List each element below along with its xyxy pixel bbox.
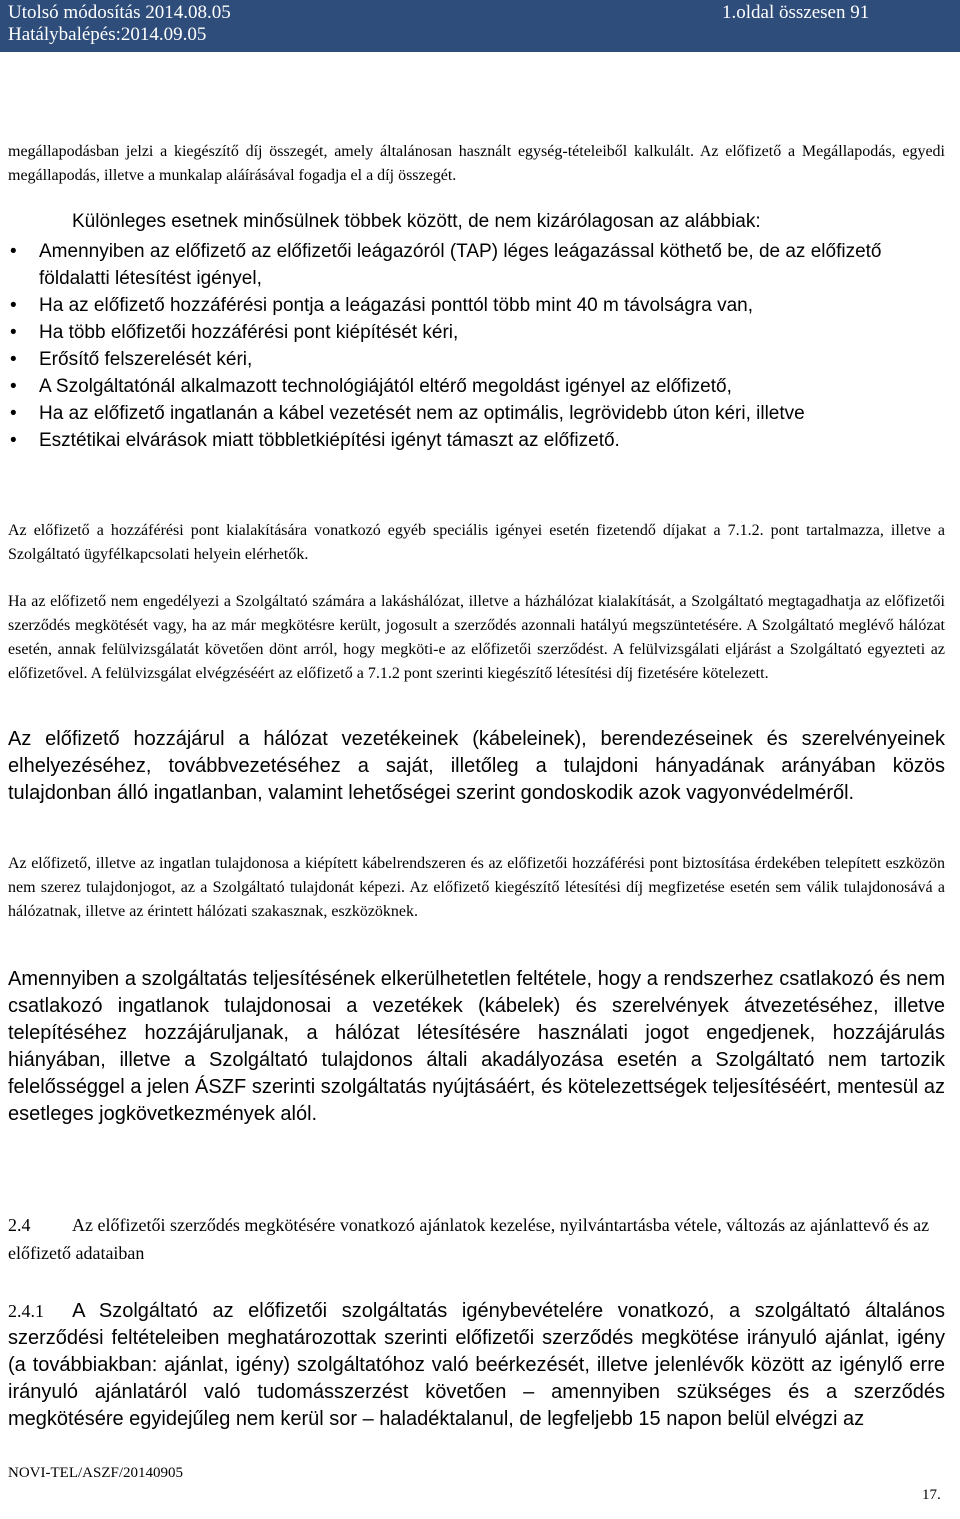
special-cases-list — [8, 238, 948, 454]
paragraph-ownership: Az előfizető, illetve az ingatlan tulajdonosa a kiépített kábelrendszeren és az előfizetői hozzáférési pont biztosítása érdekében telepített eszközön nem szerez tulajdonjogot, az a Szolgáltató tulajdonát képezi. Az előfizető kiegészítő létesítési díj megfizetése esetén sem válik tulajdonosává a hálózatnak, illetve az érintett hálózati szakasznak, eszközöknek. — [8, 855, 945, 920]
paragraph-liability: Amennyiben a szolgáltatás teljesítésének elkerülhetetlen feltétele, hogy a rendszerhez csatlakozó és nem csatlakozó ingatlanok tulajdonosai a vezetékek (kábelek) és szerelvények átvezetéséhez, illetve telepítéséhez hozzájáruljanak, a hálózat létesítésére használati jogot engedjenek, hozzájárulás hiányában, illetve a Szolgáltató tulajdonos általi akadályozása esetén a Szolgáltató nem tartozik felelősséggel a jelen ÁSZF szerinti szolgáltatás nyújtásáért, és kötelezettségek teljesítéséért, mentesül az esetleges jogkövetkezmények alól. — [8, 968, 945, 1125]
page-number: 17. — [922, 1487, 941, 1503]
page-header — [0, 0, 960, 52]
paragraph-special-fees: Az előfizető a hozzáférési pont kialakítására vonatkozó egyéb speciális igényei esetén fizetendő díjakat a 7.1.2. pont tartalmazza, illetve a Szolgáltató ügyfélkapcsolati helyein elérhetők. — [8, 522, 945, 563]
paragraph-fee-agreement: megállapodásban jelzi a kiegészítő díj összegét, amely általánosan használt egység-tételeiből kalkulált. Az előfizető a Megállapodás, egyedi megállapodás, illetve a munkalap aláírásával fogadja el a díj összegét. — [8, 143, 945, 184]
list-item: • Ha az előfizető ingatlanán a kábel vezetését nem az optimális, legrövidebb úton kéri, illetve — [8, 400, 948, 427]
subsection-text: A Szolgáltató az előfizetői szolgáltatás igénybevételére vonatkozó, a szolgáltató általános szerződési feltételeiben meghatározottak szerinti előfizetői szerződés megkötése irányuló ajánlat, igény (a továbbiakban: ajánlat, igény) szolgáltatóhoz való beérkezését, illetve jelenlévők között az igénylő erre irányuló ajánlatáról való tudomásszerzést követően – amennyiben szükséges és a szerződés megkötésére egyidejűleg nem kerül sor – haladéktalanul, de legfeljebb 15 napon belül elvégzi az — [8, 1300, 945, 1430]
section-number: 2.4 — [8, 1215, 31, 1235]
subsection-paragraph — [8, 1298, 945, 1433]
page-count-label: 1.oldal összesen 91 — [722, 2, 870, 23]
section-heading — [8, 1211, 945, 1267]
list-item: • Ha az előfizető hozzáférési pontja a leágazási ponttól több mint 40 m távolságra van, — [8, 292, 948, 319]
list-item: • Erősítő felszerelését kéri, — [8, 346, 948, 373]
subsection-number: 2.4.1 — [8, 1301, 44, 1321]
effective-date-label: Hatálybalépés:2014.09.05 — [8, 24, 207, 45]
special-cases-intro: Különleges esetnek minősülnek többek között, de nem kizárólagosan az alábbiak: — [72, 211, 761, 232]
last-modified-label: Utolsó módosítás 2014.08.05 — [8, 2, 231, 23]
document-id: NOVI-TEL/ASZF/20140905 — [8, 1465, 183, 1481]
list-item: • A Szolgáltatónál alkalmazott technológiájától eltérő megoldást igényel az előfizető, — [8, 373, 948, 400]
list-item: • Esztétikai elvárások miatt többletkiépítési igényt támaszt az előfizető. — [8, 427, 948, 454]
section-title: Az előfizetői szerződés megkötésére vonatkozó ajánlatok kezelése, nyilvántartásba vétele, változás az ajánlattevő és az előfizető adataiban — [8, 1215, 930, 1263]
paragraph-home-network: Ha az előfizető nem engedélyezi a Szolgáltató számára a lakáshálózat, illetve a házhálózat kialakítását, a Szolgáltató megtagadhatja az előfizetői szerződés megkötését vagy, ha az már megkötésre került, jogosult a szerződés azonnali hatályú megszüntetésére. A Szolgáltató meglévő hálózat esetén, annak felülvizsgálatát követően dönt arról, hogy megköti-e az előfizetői szerződést. A felülvizsgálati eljárást a Szolgáltató egyezteti az előfizetővel. A felülvizsgálat elvégzéséért az előfizető a 7.1.2 pont szerinti kiegészítő létesítési díj fizetésére kötelezett. — [8, 593, 945, 682]
list-item: • Ha több előfizetői hozzáférési pont kiépítését kéri, — [8, 319, 948, 346]
paragraph-consent: Az előfizető hozzájárul a hálózat vezetékeinek (kábeleinek), berendezéseinek és szerelvényeinek elhelyezéséhez, továbbvezetéséhez a saját, illetőleg a tulajdoni hányadának arányában közös tulajdonban álló ingatlanban, valamint lehetőségei szerint gondoskodik azok vagyonvédelméről. — [8, 728, 945, 804]
list-item: • Amennyiben az előfizető az előfizetői leágazóról (TAP) léges leágazással köthető be, de az előfizető földalatti létesítést igényel, — [8, 238, 948, 292]
